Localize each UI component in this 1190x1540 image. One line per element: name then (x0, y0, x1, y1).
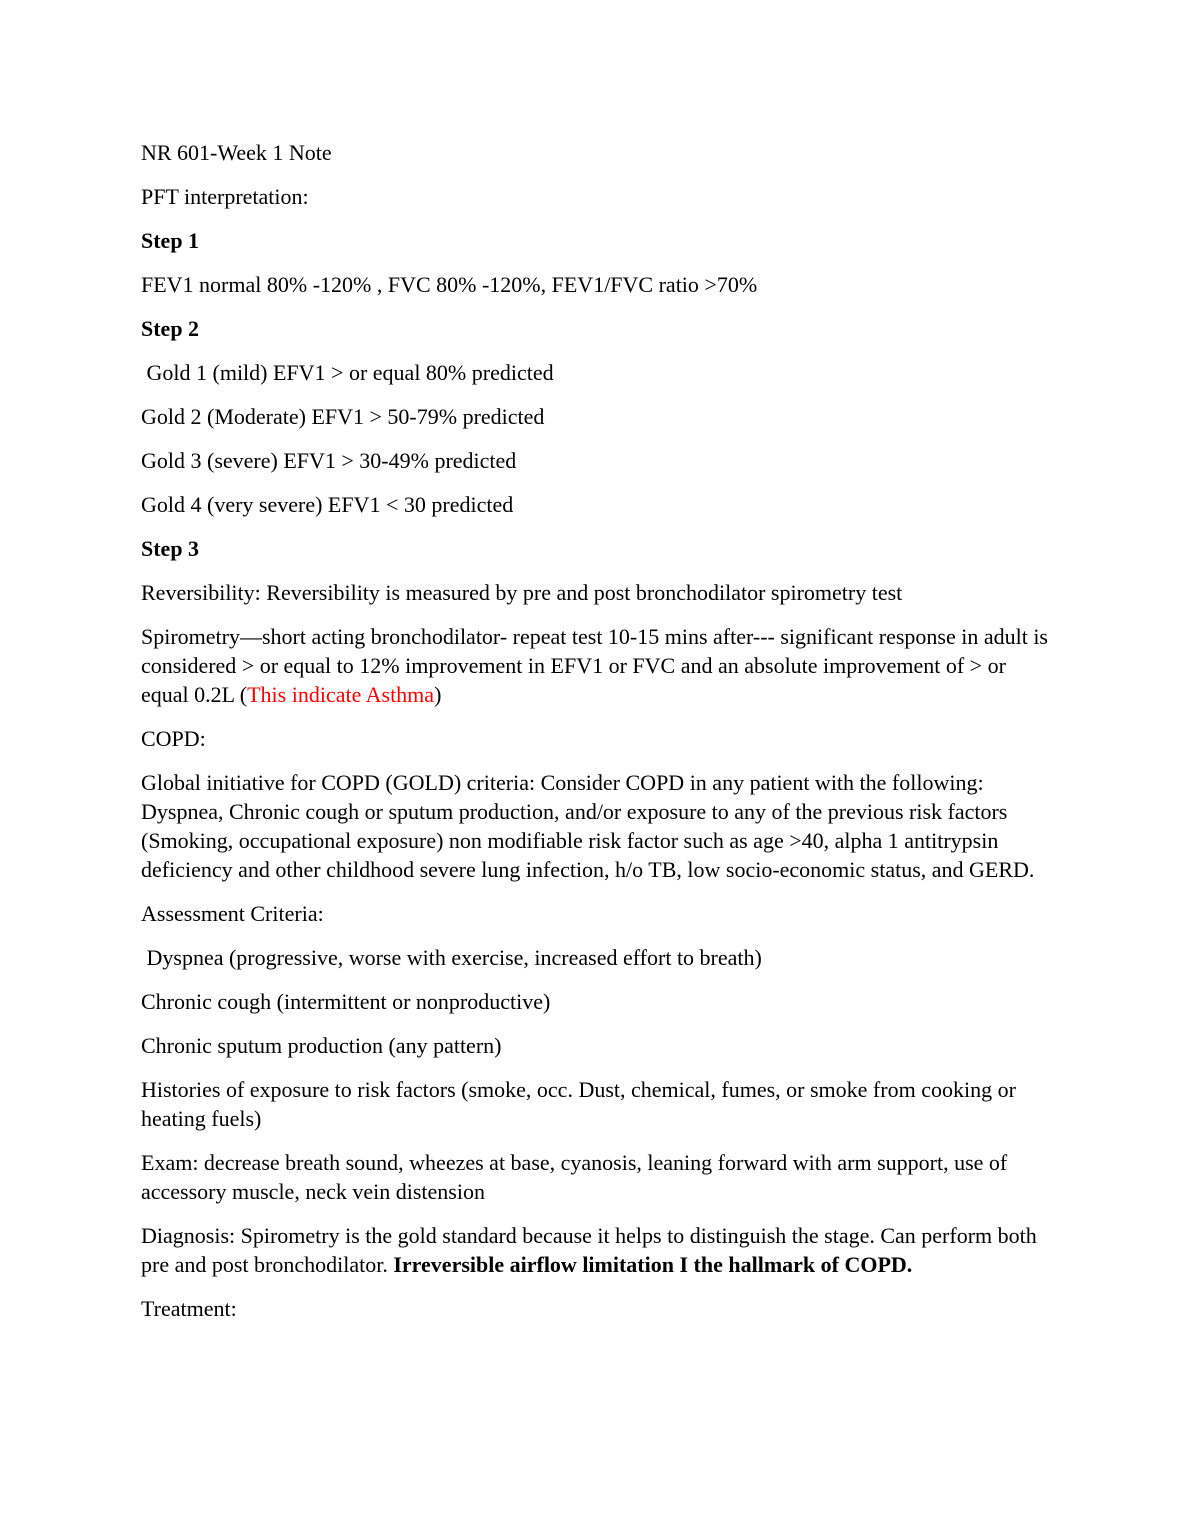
pft-interpretation-label: PFT interpretation: (141, 184, 309, 209)
step-3-heading: Step 3 (141, 536, 200, 561)
chronic-cough-line: Chronic cough (intermittent or nonproductive) (141, 989, 551, 1014)
gold-2-line: Gold 2 (Moderate) EFV1 > 50-79% predicted (141, 404, 545, 429)
step-1-body: FEV1 normal 80% -120% , FVC 80% -120%, FEV1/FVC ratio >70% (141, 272, 758, 297)
diagnosis-bold-text: Irreversible airflow limitation I the hallmark of COPD. (393, 1252, 913, 1277)
spirometry-close-paren: ) (434, 682, 442, 707)
assessment-criteria-label: Assessment Criteria: (141, 901, 324, 926)
doc-title: NR 601-Week 1 Note (141, 140, 332, 165)
gold-3-line: Gold 3 (severe) EFV1 > 30-49% predicted (141, 448, 517, 473)
gold-4-line: Gold 4 (very severe) EFV1 < 30 predicted (141, 492, 514, 517)
asthma-note-red-text: This indicate Asthma (247, 682, 435, 707)
copd-label: COPD: (141, 726, 206, 751)
chronic-sputum-line: Chronic sputum production (any pattern) (141, 1033, 502, 1058)
step-2-heading: Step 2 (141, 316, 200, 341)
treatment-label: Treatment: (141, 1296, 237, 1321)
dyspnea-line: Dyspnea (progressive, worse with exercise, increased effort to breath) (141, 945, 762, 970)
gold-1-line: Gold 1 (mild) EFV1 > or equal 80% predicted (141, 360, 554, 385)
diagnosis-paragraph (141, 1221, 1048, 1279)
diagnosis-text: Diagnosis: Spirometry is the gold standard because it helps to distinguish the stage. Can perform both pre and post bronchodilator. (141, 1223, 1043, 1277)
gold-criteria-paragraph: Global initiative for COPD (GOLD) criteria: Consider COPD in any patient with the following: Dyspnea, Chronic cough or sputum production, and/or exposure to any of the previous risk factors (Smoking, occupational exposure) non modifiable risk factor such as age >40, alpha 1 antitrypsin deficiency and other childhood severe lung infection, h/o TB, low socio-economic status, and GERD. (141, 770, 1035, 882)
histories-paragraph: Histories of exposure to risk factors (smoke, occ. Dust, chemical, fumes, or smoke from cooking or heating fuels) (141, 1077, 1022, 1131)
reversibility-paragraph: Reversibility: Reversibility is measured by pre and post bronchodilator spirometry test (141, 580, 903, 605)
document-body (141, 138, 1054, 1323)
step-1-heading: Step 1 (141, 228, 200, 253)
exam-paragraph: Exam: decrease breath sound, wheezes at base, cyanosis, leaning forward with arm support, use of accessory muscle, neck vein distension (141, 1150, 1013, 1204)
spirometry-paragraph (141, 622, 1054, 709)
spirometry-text: Spirometry—short acting bronchodilator- repeat test 10-15 mins after--- significant response in adult is considered > or equal to 12% improvement in EFV1 or FVC and an absolute improvement of > or equal 0.2L ( (141, 624, 1054, 707)
